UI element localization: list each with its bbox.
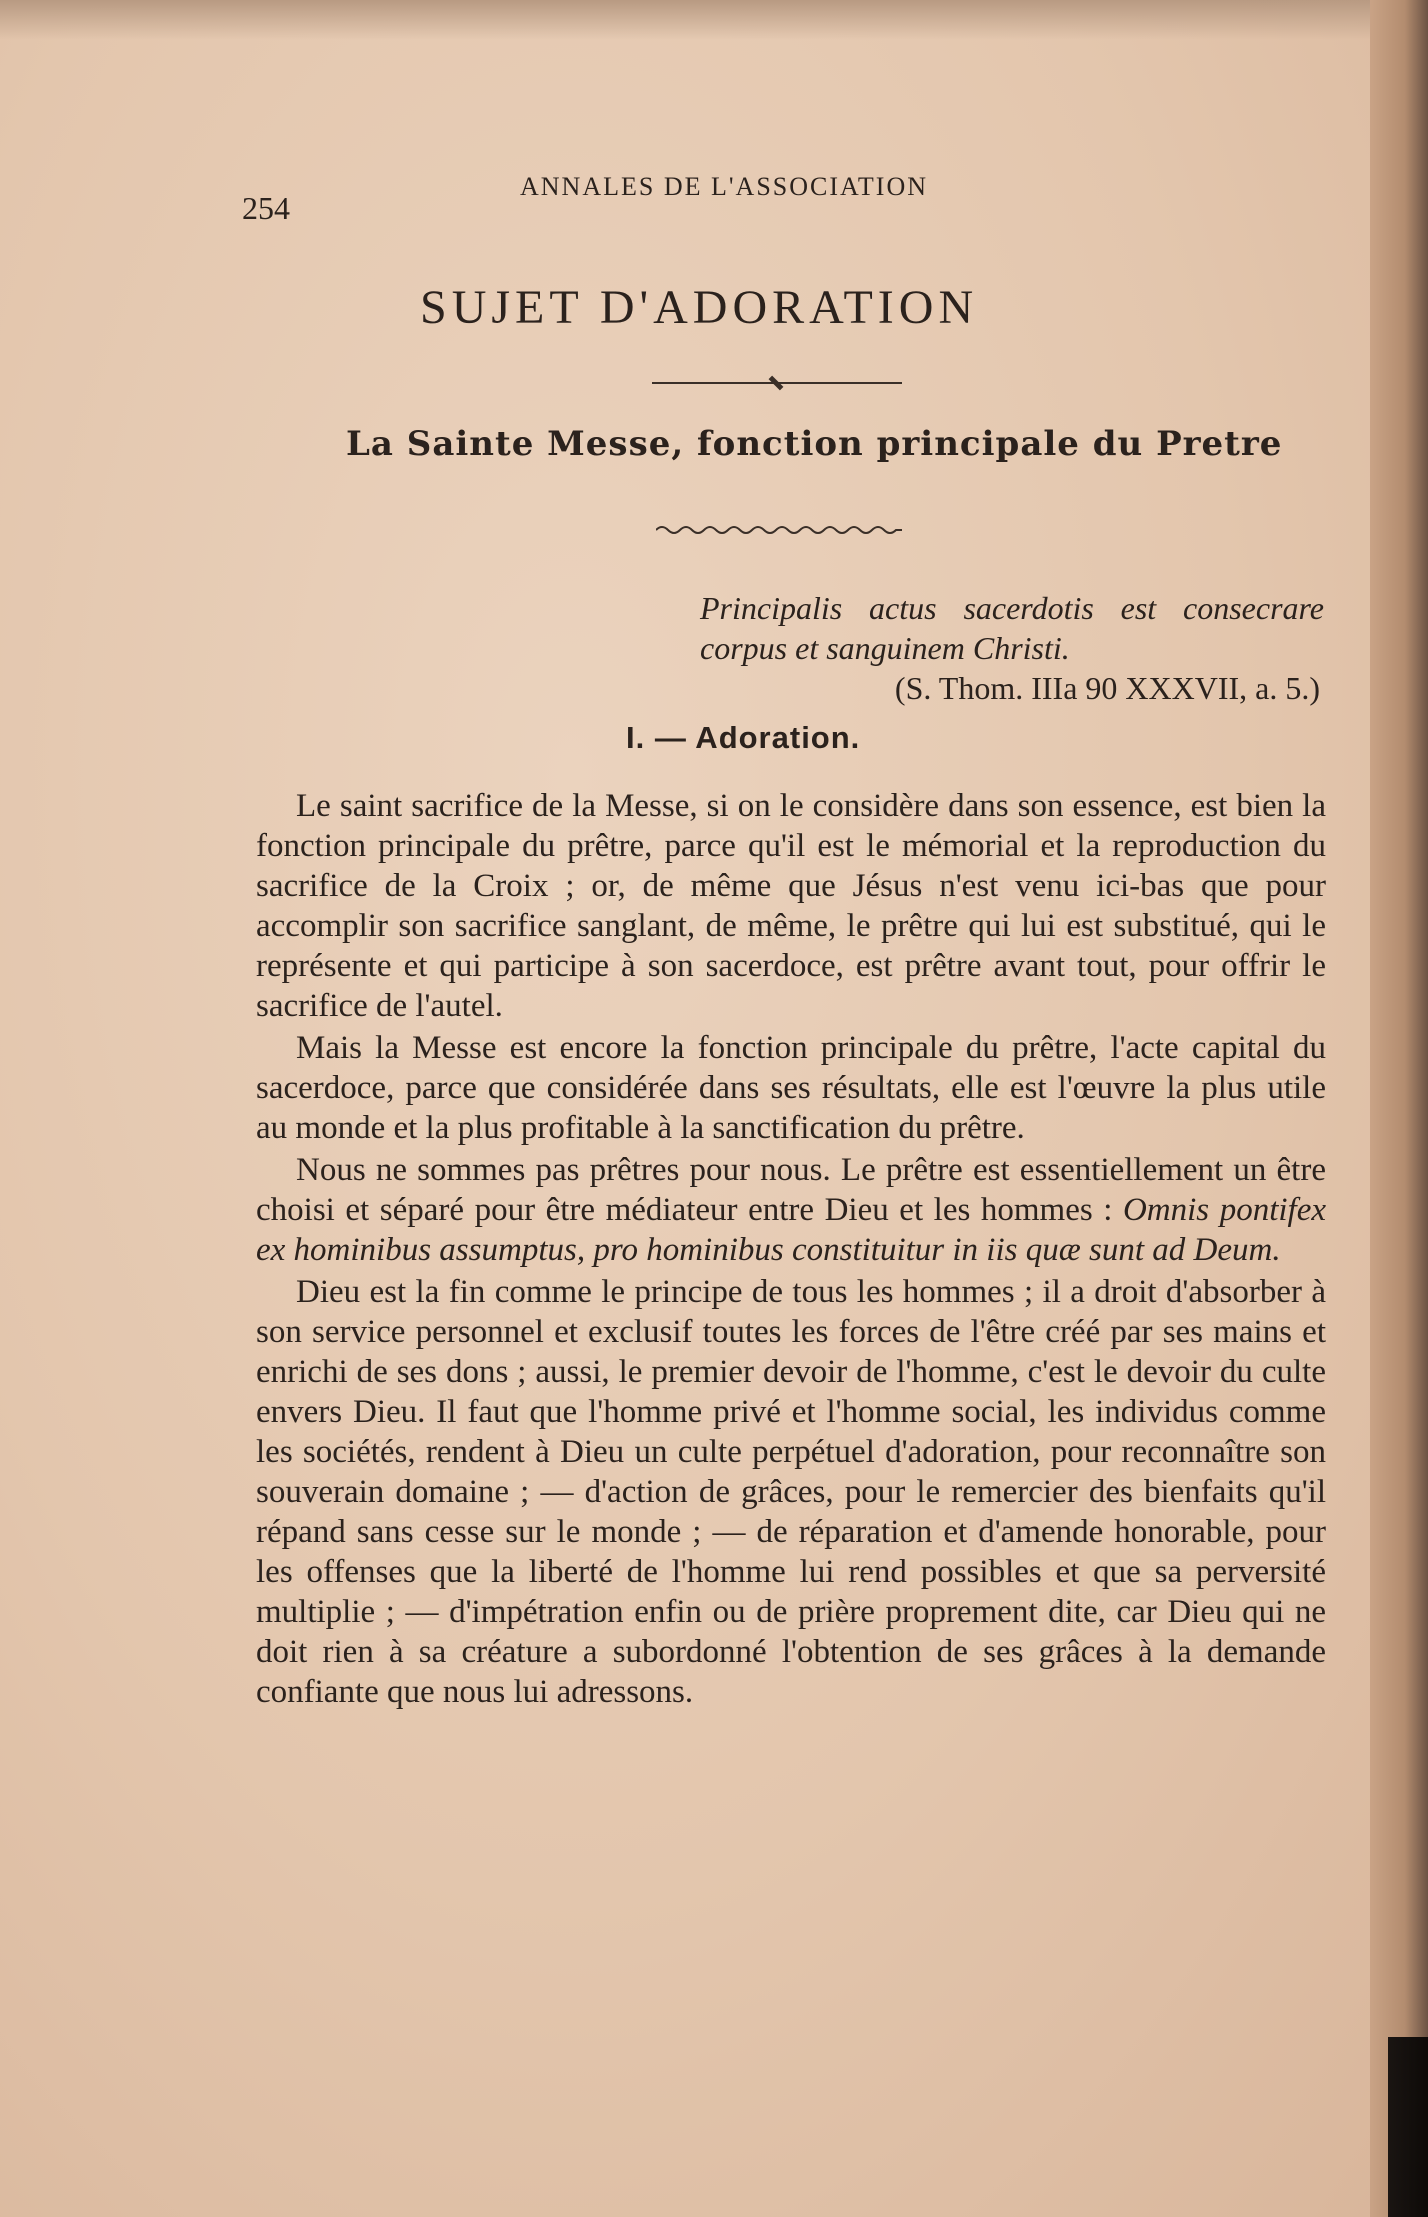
page-top-shadow	[0, 0, 1428, 40]
binding-shadow	[1388, 2037, 1428, 2217]
epigraph	[700, 588, 1324, 708]
paragraph-3-text: Nous ne sommes pas prêtres pour nous. Le prêtre est essentiellement un être choisi et séparé pour être médiateur entre Dieu et les hommes :	[256, 1152, 1326, 1228]
paragraph-3-latin-quote: Omnis pontifex ex hominibus assumptus, pro hominibus constituitur in iis quæ sunt ad Deum.	[256, 1192, 1326, 1268]
page-number: 254	[242, 190, 290, 226]
subsection-heading: I. — Adoration.	[626, 720, 861, 755]
section-title: SUJET D'ADORATION	[420, 281, 979, 334]
epigraph-text: Principalis actus sacerdotis est consecrare corpus et sanguinem Christi.	[700, 590, 1324, 666]
body-text	[256, 786, 1326, 1712]
wavy-divider	[656, 522, 902, 538]
page-header	[242, 168, 1342, 224]
page-edge	[1370, 0, 1428, 2217]
subtitle: La Sainte Messe, fonction principale du Pretre	[346, 424, 1283, 464]
epigraph-reference: (S. Thom. IIIa 90 XXXVII, a. 5.)	[894, 670, 1320, 706]
paragraph-3	[256, 1150, 1326, 1270]
running-head: ANNALES DE L'ASSOCIATION	[520, 172, 929, 201]
paragraph-2: Mais la Messe est encore la fonction principale du prêtre, l'acte capital du sacerdoce, parce que considérée dans ses résultats, elle est l'œuvre la plus utile au monde et la plus profitable à la sanctification du prêtre.	[256, 1030, 1326, 1146]
paragraph-4: Dieu est la fin comme le principe de tous les hommes ; il a droit d'absorber à son service personnel et exclusif toutes les forces de l'être créé par ses mains et enrichi de ses dons ; aussi, le premier devoir de l'homme, c'est le devoir du culte envers Dieu. Il faut que l'homme privé et l'homme social, les individus comme les sociétés, rendent à Dieu un culte perpétuel d'adoration, pour reconnaître son souverain domaine ; — d'action de grâces, pour le remercier des bienfaits qu'il répand sans cesse sur le monde ; — de réparation et d'amende honorable, pour les offenses que la liberté de l'homme lui rend possibles et que sa perversité multiplie ; — d'impétration enfin ou de prière proprement dite, car Dieu qui ne doit rien à sa créature a subordonné l'obtention de ses grâces à la demande confiante que nous lui adressons.	[256, 1274, 1326, 1710]
paragraph-1: Le saint sacrifice de la Messe, si on le considère dans son essence, est bien la fonction principale du prêtre, parce qu'il est le mémorial et la reproduction du sacrifice de la Croix ; or, de même que Jésus n'est venu ici-bas que pour accomplir son sacrifice sanglant, de même, le prêtre qui lui est substitué, qui le représente et qui participe à son sacerdoce, est prêtre avant tout, pour offrir le sacrifice de l'autel.	[256, 788, 1326, 1024]
